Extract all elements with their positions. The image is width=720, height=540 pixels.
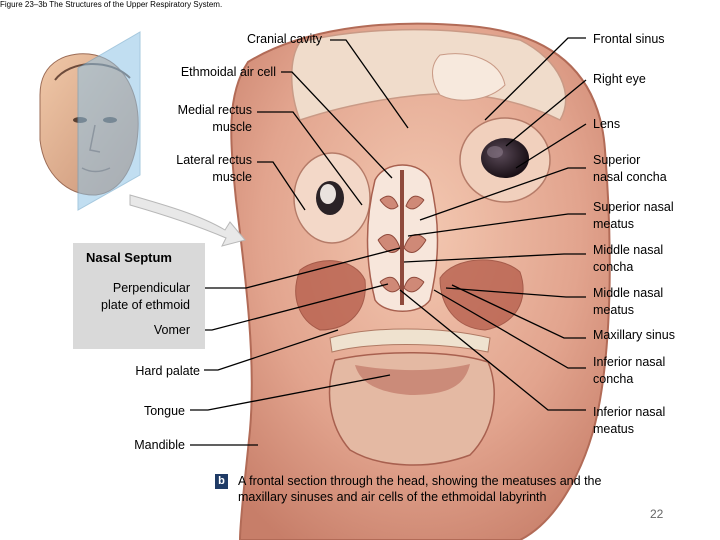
label-superior-nasal-concha: Superior nasal concha: [593, 153, 667, 184]
tongue-shape: [330, 353, 495, 465]
label-hard-palate: Hard palate: [135, 364, 200, 378]
figure-title: Figure 23–3b The Structures of the Upper Respiratory System.: [0, 0, 223, 9]
label-middle-nasal-meatus: Middle nasal meatus: [593, 286, 664, 317]
label-ethmoidal-air-cell: Ethmoidal air cell: [180, 65, 276, 79]
label-perpendicular-plate: Perpendicular plate of ethmoid: [101, 281, 190, 312]
label-medial-rectus: Medial rectus muscle: [177, 103, 252, 134]
right-eye-shape: [481, 138, 529, 178]
label-lateral-rectus: Lateral rectus muscle: [176, 153, 252, 184]
label-inferior-nasal-meatus: Inferior nasal meatus: [593, 405, 666, 436]
page-number: 22: [650, 507, 664, 521]
label-superior-nasal-meatus: Superior nasal meatus: [593, 200, 674, 231]
nasal-septum-title: Nasal Septum: [86, 250, 172, 265]
label-vomer: Vomer: [153, 323, 190, 337]
label-right-eye: Right eye: [593, 72, 646, 86]
figure-caption: A frontal section through the head, showing the meatuses and the maxillary sinuses and air cells of the ethmoidal labyrinth: [238, 474, 602, 504]
label-inferior-nasal-concha: Inferior nasal concha: [593, 355, 666, 386]
panel-letter-badge: b: [215, 474, 228, 489]
label-frontal-sinus: Frontal sinus: [593, 32, 665, 46]
label-tongue: Tongue: [143, 404, 185, 418]
label-mandible: Mandible: [134, 438, 185, 452]
arrow-shape: [130, 195, 245, 246]
label-middle-nasal-concha: Middle nasal concha: [593, 243, 664, 274]
label-lens: Lens: [593, 117, 621, 131]
label-maxillary-sinus: Maxillary sinus: [593, 328, 675, 342]
label-cranial-cavity: Cranial cavity: [246, 32, 322, 46]
